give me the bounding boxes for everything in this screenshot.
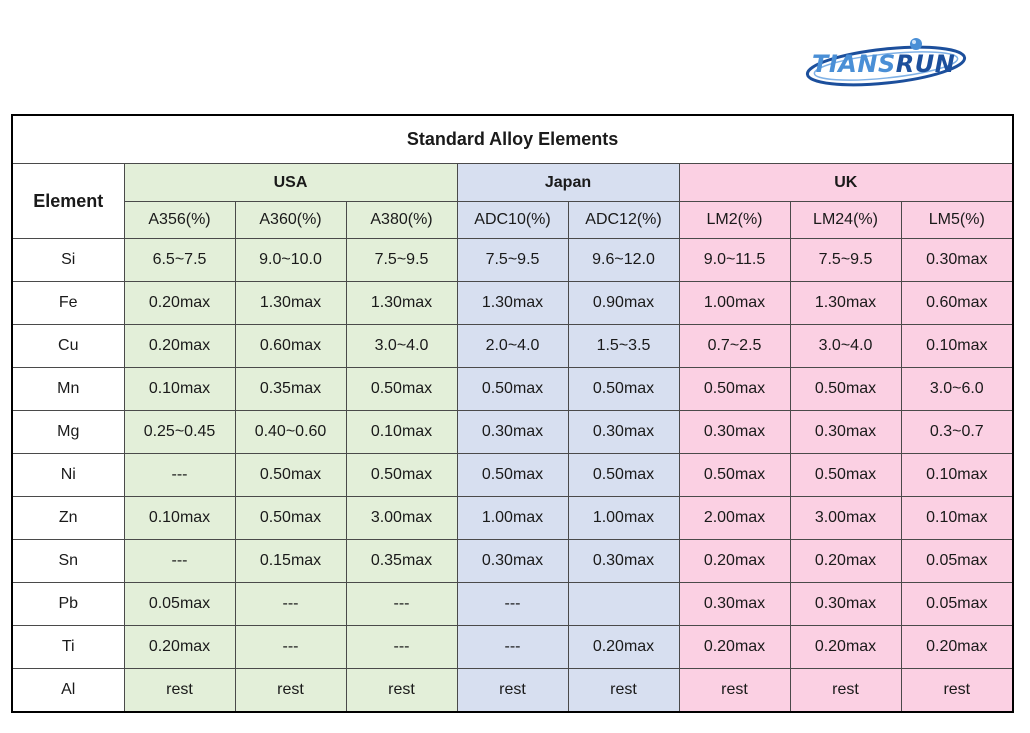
value-cell: --- [346, 583, 457, 626]
value-cell: 0.40~0.60 [235, 411, 346, 454]
value-cell: 0.50max [346, 368, 457, 411]
value-cell: 0.60max [235, 325, 346, 368]
value-cell: 1.30max [235, 282, 346, 325]
table-row [12, 411, 1013, 454]
value-cell: 0.30max [790, 411, 901, 454]
value-cell: 0.50max [679, 368, 790, 411]
value-cell: 0.10max [901, 454, 1013, 497]
logo-wordmark [812, 50, 955, 78]
value-cell: 0.10max [901, 325, 1013, 368]
value-cell: 0.30max [901, 239, 1013, 282]
group-header-uk: UK [679, 164, 1013, 202]
table-row [12, 239, 1013, 282]
value-cell: 0.20max [124, 626, 235, 669]
grade-header: A380(%) [346, 202, 457, 239]
value-cell: 0.25~0.45 [124, 411, 235, 454]
value-cell: 7.5~9.5 [346, 239, 457, 282]
table-row [12, 669, 1013, 713]
value-cell: 1.5~3.5 [568, 325, 679, 368]
value-cell: rest [346, 669, 457, 713]
value-cell: 0.50max [457, 368, 568, 411]
value-cell: rest [679, 669, 790, 713]
grade-header: LM2(%) [679, 202, 790, 239]
value-cell: --- [457, 583, 568, 626]
table-row [12, 368, 1013, 411]
element-cell: Pb [12, 583, 124, 626]
value-cell: rest [124, 669, 235, 713]
value-cell: 0.20max [124, 282, 235, 325]
value-cell: 3.0~4.0 [346, 325, 457, 368]
element-cell: Sn [12, 540, 124, 583]
value-cell: 0.30max [790, 583, 901, 626]
value-cell: 0.50max [235, 454, 346, 497]
value-cell: 0.20max [568, 626, 679, 669]
value-cell: 0.50max [346, 454, 457, 497]
company-logo [800, 34, 970, 96]
value-cell: 0.50max [679, 454, 790, 497]
value-cell: 0.50max [235, 497, 346, 540]
value-cell: 2.0~4.0 [457, 325, 568, 368]
logo-text-b: RUN [895, 50, 956, 78]
grade-header: LM5(%) [901, 202, 1013, 239]
value-cell: 0.50max [568, 454, 679, 497]
value-cell: 1.00max [568, 497, 679, 540]
value-cell: 0.3~0.7 [901, 411, 1013, 454]
value-cell: 0.10max [124, 497, 235, 540]
value-cell: 0.30max [679, 583, 790, 626]
value-cell: --- [124, 540, 235, 583]
value-cell: 0.30max [568, 411, 679, 454]
value-cell: 1.30max [457, 282, 568, 325]
value-cell: rest [568, 669, 679, 713]
group-header-japan: Japan [457, 164, 679, 202]
logo-text-a: TIANS [812, 50, 896, 78]
table-row [12, 626, 1013, 669]
value-cell: 0.10max [124, 368, 235, 411]
value-cell: 0.20max [124, 325, 235, 368]
group-header-usa: USA [124, 164, 457, 202]
value-cell: 3.0~6.0 [901, 368, 1013, 411]
value-cell: 1.30max [790, 282, 901, 325]
value-cell: 0.30max [568, 540, 679, 583]
grade-header: LM24(%) [790, 202, 901, 239]
value-cell: 0.20max [679, 626, 790, 669]
table-title: Standard Alloy Elements [12, 115, 1013, 164]
value-cell: 0.7~2.5 [679, 325, 790, 368]
table-row [12, 325, 1013, 368]
table-row [12, 282, 1013, 325]
table-row [12, 583, 1013, 626]
value-cell: 0.10max [901, 497, 1013, 540]
element-cell: Mn [12, 368, 124, 411]
value-cell: 6.5~7.5 [124, 239, 235, 282]
value-cell: 0.30max [679, 411, 790, 454]
value-cell: 0.60max [901, 282, 1013, 325]
grade-header: A360(%) [235, 202, 346, 239]
value-cell: 0.35max [235, 368, 346, 411]
element-cell: Ti [12, 626, 124, 669]
grade-header: ADC12(%) [568, 202, 679, 239]
value-cell: 0.15max [235, 540, 346, 583]
value-cell: 0.50max [568, 368, 679, 411]
value-cell: --- [235, 583, 346, 626]
element-cell: Si [12, 239, 124, 282]
table-row [12, 497, 1013, 540]
value-cell: 0.05max [124, 583, 235, 626]
value-cell: rest [235, 669, 346, 713]
value-cell: 9.0~10.0 [235, 239, 346, 282]
value-cell: --- [457, 626, 568, 669]
value-cell: 0.90max [568, 282, 679, 325]
value-cell: 0.50max [457, 454, 568, 497]
element-column-header: Element [12, 164, 124, 239]
value-cell: 3.0~4.0 [790, 325, 901, 368]
value-cell: 0.05max [901, 583, 1013, 626]
element-cell: Mg [12, 411, 124, 454]
value-cell: 1.00max [457, 497, 568, 540]
value-cell: 7.5~9.5 [457, 239, 568, 282]
value-cell: 9.0~11.5 [679, 239, 790, 282]
value-cell: 0.20max [679, 540, 790, 583]
value-cell: 3.00max [790, 497, 901, 540]
value-cell: 0.50max [790, 454, 901, 497]
value-cell: 0.30max [457, 540, 568, 583]
value-cell: 0.20max [790, 540, 901, 583]
value-cell: 0.20max [901, 626, 1013, 669]
grade-header: ADC10(%) [457, 202, 568, 239]
value-cell: --- [235, 626, 346, 669]
table-row [12, 540, 1013, 583]
value-cell: --- [124, 454, 235, 497]
table-row [12, 454, 1013, 497]
element-cell: Cu [12, 325, 124, 368]
element-cell: Al [12, 669, 124, 713]
value-cell: 0.30max [457, 411, 568, 454]
value-cell: rest [457, 669, 568, 713]
value-cell: 2.00max [679, 497, 790, 540]
value-cell: 3.00max [346, 497, 457, 540]
element-cell: Zn [12, 497, 124, 540]
value-cell: rest [790, 669, 901, 713]
grade-header: A356(%) [124, 202, 235, 239]
element-cell: Fe [12, 282, 124, 325]
alloy-elements-table [11, 114, 1014, 713]
value-cell: --- [346, 626, 457, 669]
value-cell: rest [901, 669, 1013, 713]
value-cell: 1.30max [346, 282, 457, 325]
value-cell: 0.50max [790, 368, 901, 411]
value-cell: 0.35max [346, 540, 457, 583]
value-cell [568, 583, 679, 626]
value-cell: 1.00max [679, 282, 790, 325]
element-cell: Ni [12, 454, 124, 497]
value-cell: 9.6~12.0 [568, 239, 679, 282]
value-cell: 7.5~9.5 [790, 239, 901, 282]
value-cell: 0.05max [901, 540, 1013, 583]
value-cell: 0.20max [790, 626, 901, 669]
value-cell: 0.10max [346, 411, 457, 454]
